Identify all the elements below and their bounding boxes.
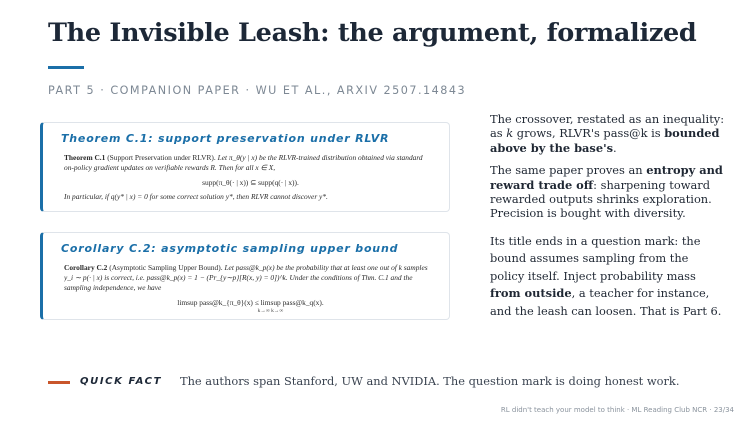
slide-footer: RL didn't teach your model to think · ML Reading Club NCR · 23/34 — [500, 406, 734, 414]
corollary-source: (Asymptotic Sampling Upper Bound). — [109, 263, 223, 272]
corollary-line-3: sampling independence, we have — [64, 283, 162, 292]
corollary-formula-subscript: k→∞ k→∞ — [257, 308, 284, 314]
paragraph-question-mark: Its title ends in a question mark: the bound assumes sampling from the policy itself. Inject probability mass from outside, a teacher for instance, and the leash can loosen. That is Part 6. — [490, 233, 722, 318]
title-accent-rule — [48, 66, 84, 69]
theorem-card-body — [64, 153, 437, 202]
quick-fact-label: QUICK FACT — [80, 376, 163, 387]
corollary-card-heading: Corollary C.2: asymptotic sampling upper bound — [61, 242, 399, 255]
theorem-line-2: on-policy gradient updates on verifiable rewards R. Then for all x ∈ X, — [64, 163, 276, 172]
theorem-label: Theorem C.1 — [64, 153, 106, 162]
right-column-text — [490, 112, 726, 328]
slide-title: The Invisible Leash: the argument, formalized — [48, 18, 697, 48]
corollary-formula-text: limsup pass@k_{π_θ}(x) ≤ limsup pass@k_q(x). — [177, 298, 324, 307]
theorem-source: (Support Preservation under RLVR). — [107, 153, 216, 162]
corollary-card — [40, 232, 450, 320]
paragraph-crossover: The crossover, restated as an inequality: as k grows, RLVR's pass@k is bounded above by the base's. — [490, 112, 725, 155]
corollary-line-1: Let pass@k_p(x) be the probability that at least one out of k samples — [224, 263, 428, 272]
corollary-line-2: y_i ∼ p(· | x) is correct, i.e. pass@k_p(x) = 1 − (Pr_{y∼p}[R(x, y) = 0])^k. Under the conditions of Thm. C.1 and the — [64, 273, 413, 282]
theorem-line-3: In particular, if q(y* | x) = 0 for some correct solution y*, then RLVR cannot discover y*. — [64, 192, 328, 201]
theorem-card-heading: Theorem C.1: support preservation under RLVR — [61, 132, 390, 145]
corollary-label: Corollary C.2 — [64, 263, 108, 272]
paragraph-entropy-tradeoff: The same paper proves an entropy and reward trade off: sharpening toward rewarded outputs shrinks exploration. Precision is bought with diversity. — [490, 163, 723, 221]
slide-subtitle: PART 5 · COMPANION PAPER · WU ET AL., ARXIV 2507.14843 — [48, 84, 467, 97]
theorem-card — [40, 122, 450, 212]
quick-fact-text: The authors span Stanford, UW and NVIDIA. The question mark is doing honest work. — [180, 374, 680, 388]
theorem-line-1: Let π_θ(y | x) be the RLVR-trained distribution obtained via standard — [217, 153, 423, 162]
corollary-formula — [64, 298, 437, 316]
quick-fact-accent-bar — [48, 381, 70, 384]
theorem-formula: supp(π_θ(· | x)) ⊆ supp(q(· | x)). — [202, 178, 299, 187]
corollary-card-body — [64, 263, 437, 320]
